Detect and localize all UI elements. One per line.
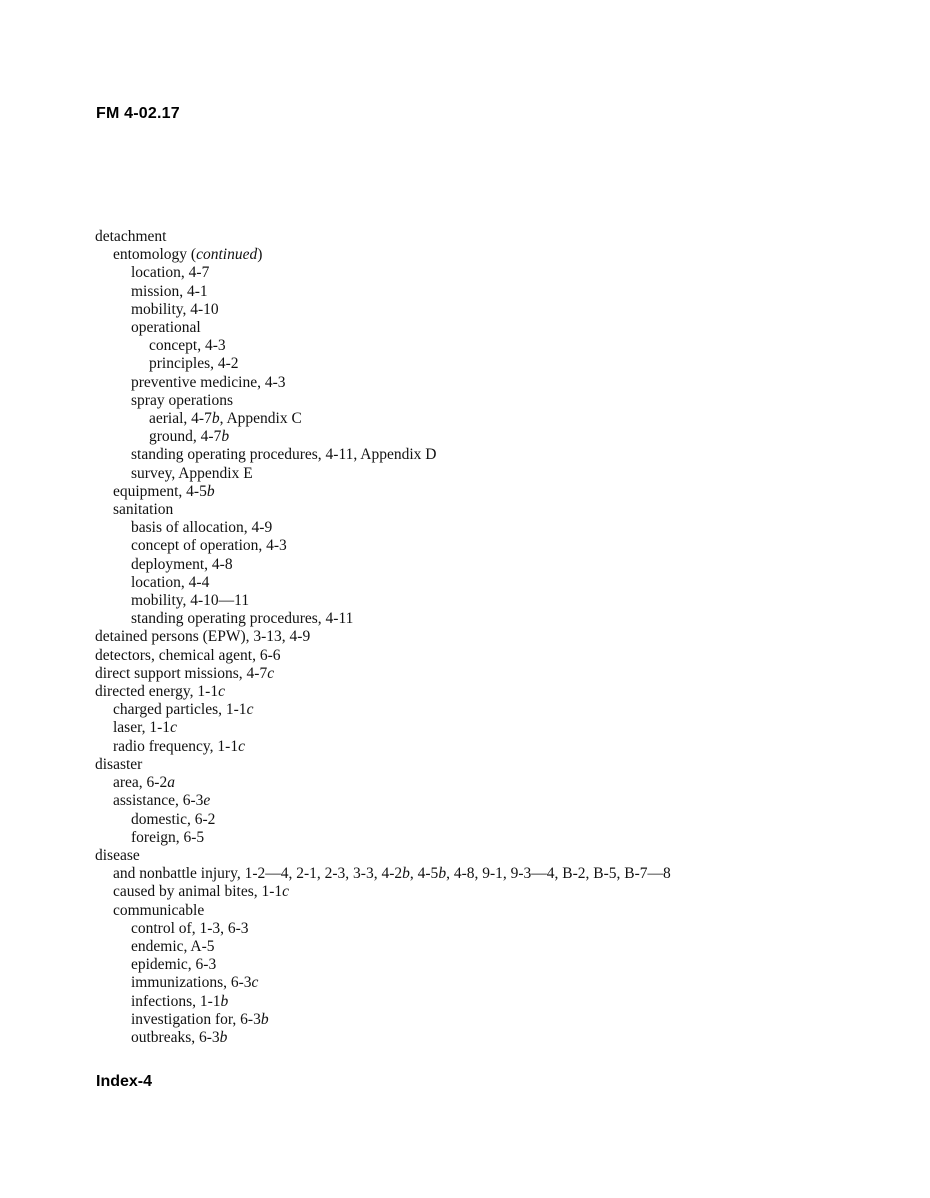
index-entry-text: caused by animal bites, 1-1: [113, 883, 283, 901]
index-entry-text: , 4-8, 9-1, 9-3—4, B-2, B-5, B-7—8: [446, 865, 671, 883]
index-entry-text: concept of operation, 4-3: [131, 537, 287, 555]
index-entry-text: location, 4-4: [131, 573, 210, 591]
index-entry: [95, 974, 895, 992]
index-entry: [95, 956, 895, 974]
index-entry-italic-text: c: [238, 737, 245, 755]
index-entry-italic-text: b: [438, 865, 447, 883]
index-entry-text: equipment, 4-5: [113, 482, 207, 500]
index-entry-text: mobility, 4-10—11: [131, 592, 250, 610]
index-entry-text: detained persons (EPW), 3-13, 4-9: [95, 628, 311, 646]
index-entry: [95, 756, 895, 774]
index-entry: [95, 993, 895, 1011]
index-entry: [95, 319, 895, 337]
index-entry: [95, 811, 895, 829]
index-entry: [95, 847, 895, 865]
index-entry-text: assistance, 6-3: [113, 792, 204, 810]
index-entry-text: and nonbattle injury, 1-2—4, 2-1, 2-3, 3-3, 4-2: [113, 865, 403, 883]
index-entry: [95, 701, 895, 719]
index-entry-italic-text: a: [167, 774, 175, 792]
index-entry-italic-text: c: [246, 701, 254, 719]
index-entry: [95, 283, 895, 301]
index-entry-text: area, 6-2: [113, 774, 168, 792]
index-entry: [95, 665, 895, 683]
index-entry: [95, 374, 895, 392]
index-entry-italic-text: b: [260, 1010, 269, 1028]
index-entry-text: directed energy, 1-1: [95, 683, 219, 701]
index-entry-italic-text: b: [402, 865, 410, 883]
index-entry: [95, 792, 895, 810]
index-entry: [95, 574, 895, 592]
index-entry: [95, 246, 895, 264]
index-entry-italic-text: e: [203, 792, 211, 810]
index-entry: [95, 1011, 895, 1029]
index-entry-text: immunizations, 6-3: [131, 974, 252, 992]
index-entry: [95, 829, 895, 847]
index-entry: [95, 738, 895, 756]
index-entry: [95, 483, 895, 501]
index-entry-text: disease: [95, 846, 140, 864]
index-entry-italic-text: b: [220, 992, 229, 1010]
index-entry: [95, 938, 895, 956]
index-entry: [95, 865, 895, 883]
index-entry-italic-text: b: [206, 482, 215, 500]
index-entry-text: , 4-5: [409, 865, 439, 883]
index-entry-text: sanitation: [113, 501, 174, 519]
index-entry: [95, 610, 895, 628]
index-entry-text: control of, 1-3, 6-3: [131, 919, 249, 937]
index-entry-text: concept, 4-3: [149, 337, 226, 355]
index-entry: [95, 774, 895, 792]
index-entry: [95, 355, 895, 373]
index-entry-text: preventive medicine, 4-3: [131, 373, 286, 391]
index-entry: [95, 301, 895, 319]
index-entry-text: location, 4-7: [131, 264, 210, 282]
index-entry-text: infections, 1-1: [131, 992, 221, 1010]
index-entry-text: basis of allocation, 4-9: [131, 519, 273, 537]
index-entry: [95, 446, 895, 464]
index-entry-text: ): [257, 246, 263, 264]
index-entry-text: communicable: [113, 901, 205, 919]
index-entry-italic-text: continued: [196, 246, 258, 264]
index-entry: [95, 228, 895, 246]
index-entry: [95, 647, 895, 665]
index-entry-text: survey, Appendix E: [131, 464, 253, 482]
index-entry-italic-text: c: [218, 683, 225, 701]
index-entry: [95, 902, 895, 920]
index-entry-text: deployment, 4-8: [131, 555, 233, 573]
index-entry: [95, 428, 895, 446]
index-entry: [95, 719, 895, 737]
index-entry: [95, 683, 895, 701]
index-entry-text: endemic, A-5: [131, 937, 215, 955]
index-entry-italic-text: b: [221, 428, 230, 446]
index-entry: [95, 392, 895, 410]
index-entry: [95, 519, 895, 537]
index-entry-text: charged particles, 1-1: [113, 701, 247, 719]
index-entry: [95, 1029, 895, 1047]
index-entry-text: principles, 4-2: [149, 355, 239, 373]
index-entry-text: foreign, 6-5: [131, 828, 205, 846]
index-entry-text: investigation for, 6-3: [131, 1010, 261, 1028]
index-entry-italic-text: b: [211, 410, 220, 428]
index-entry-text: entomology (: [113, 246, 197, 264]
index-entry: [95, 628, 895, 646]
index-entry-text: direct support missions, 4-7: [95, 664, 268, 682]
index-entry-italic-text: c: [267, 664, 275, 682]
index-entry-text: epidemic, 6-3: [131, 956, 217, 974]
index-entry: [95, 592, 895, 610]
index-entry-text: laser, 1-1: [113, 719, 171, 737]
index-entry-text: , Appendix C: [219, 410, 302, 428]
index-entry-italic-text: c: [251, 974, 259, 992]
index-entry: [95, 537, 895, 555]
page-number-footer: Index-4: [96, 1073, 153, 1090]
index-entry: [95, 883, 895, 901]
index-entry-text: disaster: [95, 755, 143, 773]
index-entry-text: domestic, 6-2: [131, 810, 216, 828]
index-entry-text: aerial, 4-7: [149, 410, 212, 428]
index-entry: [95, 337, 895, 355]
index-entry-text: detachment: [95, 228, 167, 245]
index-entry-text: radio frequency, 1-1: [113, 737, 239, 755]
index-entry-text: ground, 4-7: [149, 428, 222, 446]
index-entry: [95, 501, 895, 519]
index-entry-text: standing operating procedures, 4-11: [131, 610, 354, 628]
index-entry-text: operational: [131, 319, 201, 337]
index-entry-italic-text: b: [219, 1028, 228, 1046]
document-id-header: FM 4-02.17: [96, 105, 180, 122]
index-entry-text: spray operations: [131, 391, 234, 409]
index-entry-italic-text: c: [170, 719, 177, 737]
index-entry-text: mobility, 4-10: [131, 300, 219, 318]
index-entry-text: detectors, chemical agent, 6-6: [95, 646, 281, 664]
index-entry-italic-text: c: [282, 883, 290, 901]
index-list: [95, 228, 895, 1047]
index-entry: [95, 264, 895, 282]
index-entry-text: outbreaks, 6-3: [131, 1028, 220, 1046]
index-entry: [95, 465, 895, 483]
index-entry: [95, 556, 895, 574]
index-entry: [95, 410, 895, 428]
index-entry-text: standing operating procedures, 4-11, Appendix D: [131, 446, 437, 464]
index-entry: [95, 920, 895, 938]
index-entry-text: mission, 4-1: [131, 282, 208, 300]
